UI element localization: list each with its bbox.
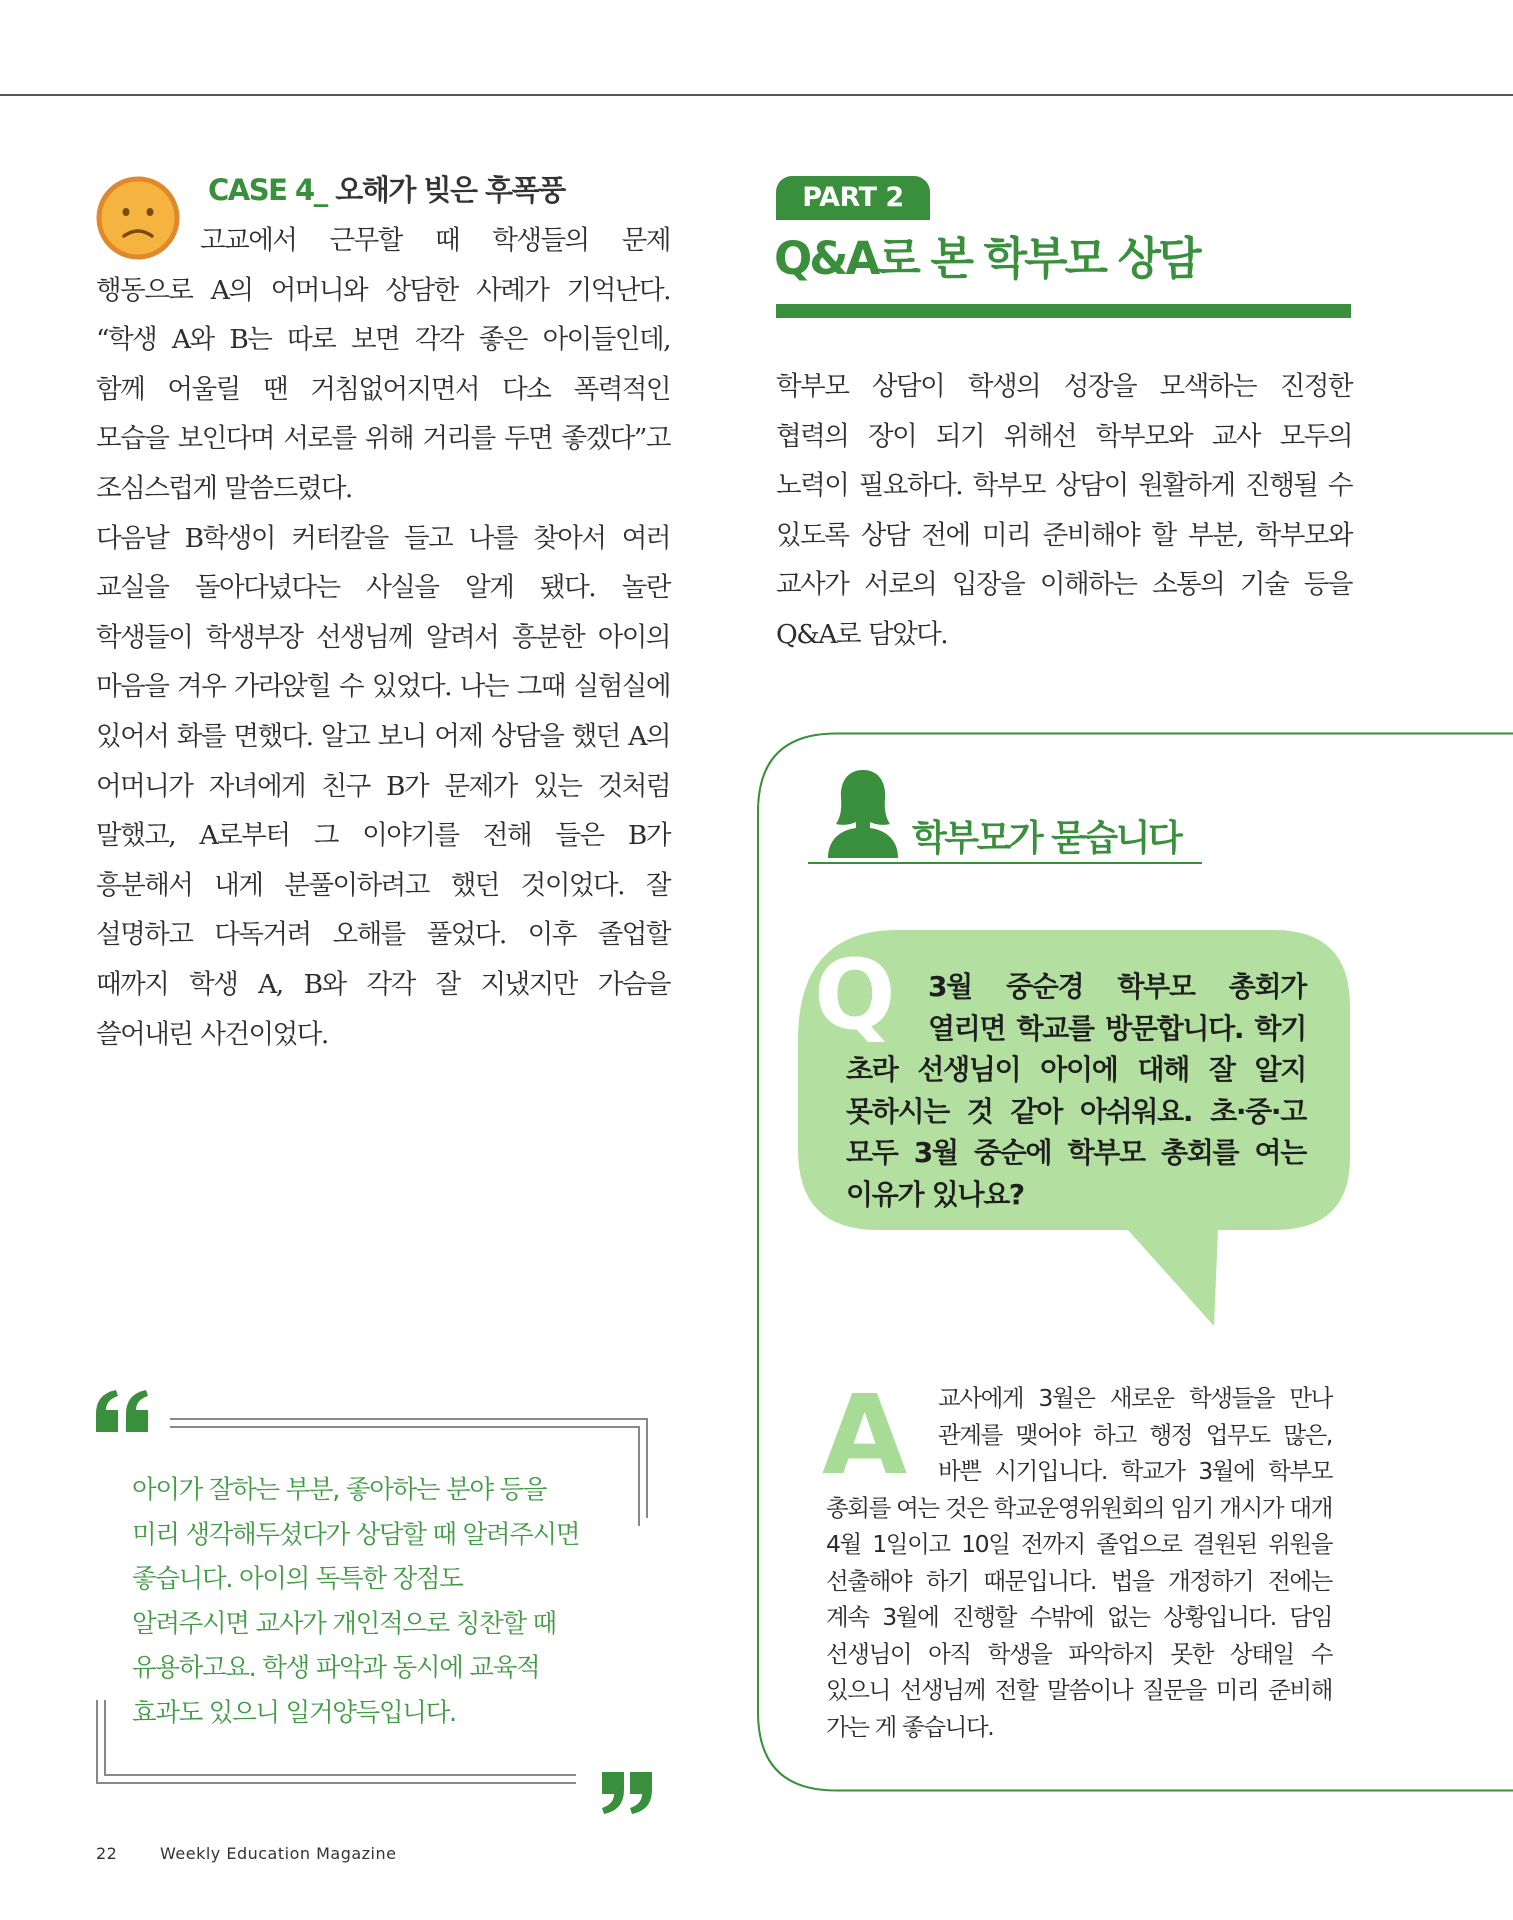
pull-quote-line: 미리 생각해두셨다가 상담할 때 알려주시면 (132, 1519, 580, 1550)
case-number: CASE 4_ (208, 173, 327, 207)
quote-frame-line (96, 1700, 98, 1782)
case-paragraph-1: 고교에서 근무할 때 학생들의 문제 행동으로 A의 어머니와 상담한 사례가 기억난다. “학생 A와 B는 따로 보면 각각 좋은 아이들인데, 함께 어울릴 땐 거침없어지면서 다소 폭력적인 모습을 보인다며 서로를 위해 거리를 두면 좋겠다”고 조심스럽게 말씀드렸다. (96, 225, 670, 504)
title-underline-bar (776, 304, 1351, 318)
qa-heading-underline (808, 862, 1202, 864)
top-rule (0, 94, 1513, 96)
answer-text: 교사에게 3월은 새로운 학생들을 만나 관계를 맺어야 하고 행정 업무도 많은, 바쁜 시기입니다. 학교가 3월에 학부모 총회를 여는 것은 학교운영위원회의 임기 개시가 대개 4월 1일이고 10일 전까지 졸업으로 결원된 위원을 선출해야 하기 때문입니다. 법을 개정하기 전에는 계속 3월에 진행할 수밖에 없는 상황입니다. 담임 선생님이 아직 학생을 파악하지 못한 상태일 수 있으니 선생님께 전할 말씀이나 질문을 미리 준비해 가는 게 좋습니다. (826, 1384, 1332, 1741)
pull-quote (132, 1468, 652, 1735)
part-badge: PART 2 (776, 176, 930, 220)
close-quote-icon (598, 1768, 654, 1816)
pull-quote-line: 좋습니다. 아이의 독특한 장점도 (132, 1564, 463, 1594)
quote-frame-line (170, 1426, 640, 1428)
pull-quote-line: 알려주시면 교사가 개인적으로 칭찬할 때 (132, 1608, 556, 1639)
pull-quote-line: 아이가 잘하는 부분, 좋아하는 분야 등을 (132, 1475, 547, 1505)
pull-quote-line: 유용하고요. 학생 파악과 동시에 교육적 (132, 1653, 540, 1683)
answer-letter-a: A (822, 1371, 908, 1499)
quote-frame-line (96, 1782, 576, 1784)
part-title: Q&A로 본 학부모 상담 (774, 232, 1199, 285)
case-story (96, 216, 670, 1059)
case-title (208, 168, 565, 209)
magazine-name: Weekly Education Magazine (160, 1844, 397, 1863)
question-text: 3월 중순경 학부모 총회가 열리면 학교를 방문합니다. 학기 초라 선생님이 아이에 대해 잘 알지 못하시는 것 같아 아쉬워요. 초·중·고 모두 3월 중순에 학부모 총회를 여는 이유가 있나요? (846, 970, 1306, 1211)
quote-frame-line (170, 1418, 648, 1420)
case-heading: 오해가 빚은 후폭풍 (326, 173, 565, 207)
part-intro: 학부모 상담이 학생의 성장을 모색하는 진정한 협력의 장이 되기 위해선 학부모와 교사 모두의 노력이 필요하다. 학부모 상담이 원활하게 진행될 수 있도록 상담 전에 미리 준비해야 할 부분, 학부모와 교사가 서로의 입장을 이해하는 소통의 기술 등을 Q&A로 담았다. (776, 371, 1352, 650)
quote-frame-line (104, 1774, 576, 1776)
svg-text:Q: Q (814, 952, 896, 1042)
pull-quote-line: 효과도 있으니 일거양득입니다. (132, 1697, 456, 1728)
parent-silhouette-icon (826, 766, 900, 862)
quote-frame-line (104, 1700, 106, 1774)
open-quote-icon (92, 1386, 152, 1436)
qa-heading: 학부모가 묻습니다 (912, 818, 1181, 859)
case-paragraph-2: 다음날 B학생이 커터칼을 들고 나를 찾아서 여러 교실을 돌아다녔다는 사실을 알게 됐다. 놀란 학생들이 학생부장 선생님께 알려서 흥분한 아이의 마음을 겨우 가라앉힐 수 있었다. 나는 그때 실험실에 있어서 화를 면했다. 알고 보니 어제 상담을 했던 A의 어머니가 자녀에게 친구 B가 문제가 있는 것처럼 말했고, A로부터 그 이야기를 전해 들은 B가 흥분해서 내게 분풀이하려고 했던 것이었다. 잘 설명하고 다독거려 오해를 풀었다. 이후 졸업할 때까지 학생 A, B와 각각 잘 지냈지만 가슴을 쓸어내린 사건이었다. (96, 522, 670, 1050)
page-number: 22 (96, 1844, 118, 1863)
